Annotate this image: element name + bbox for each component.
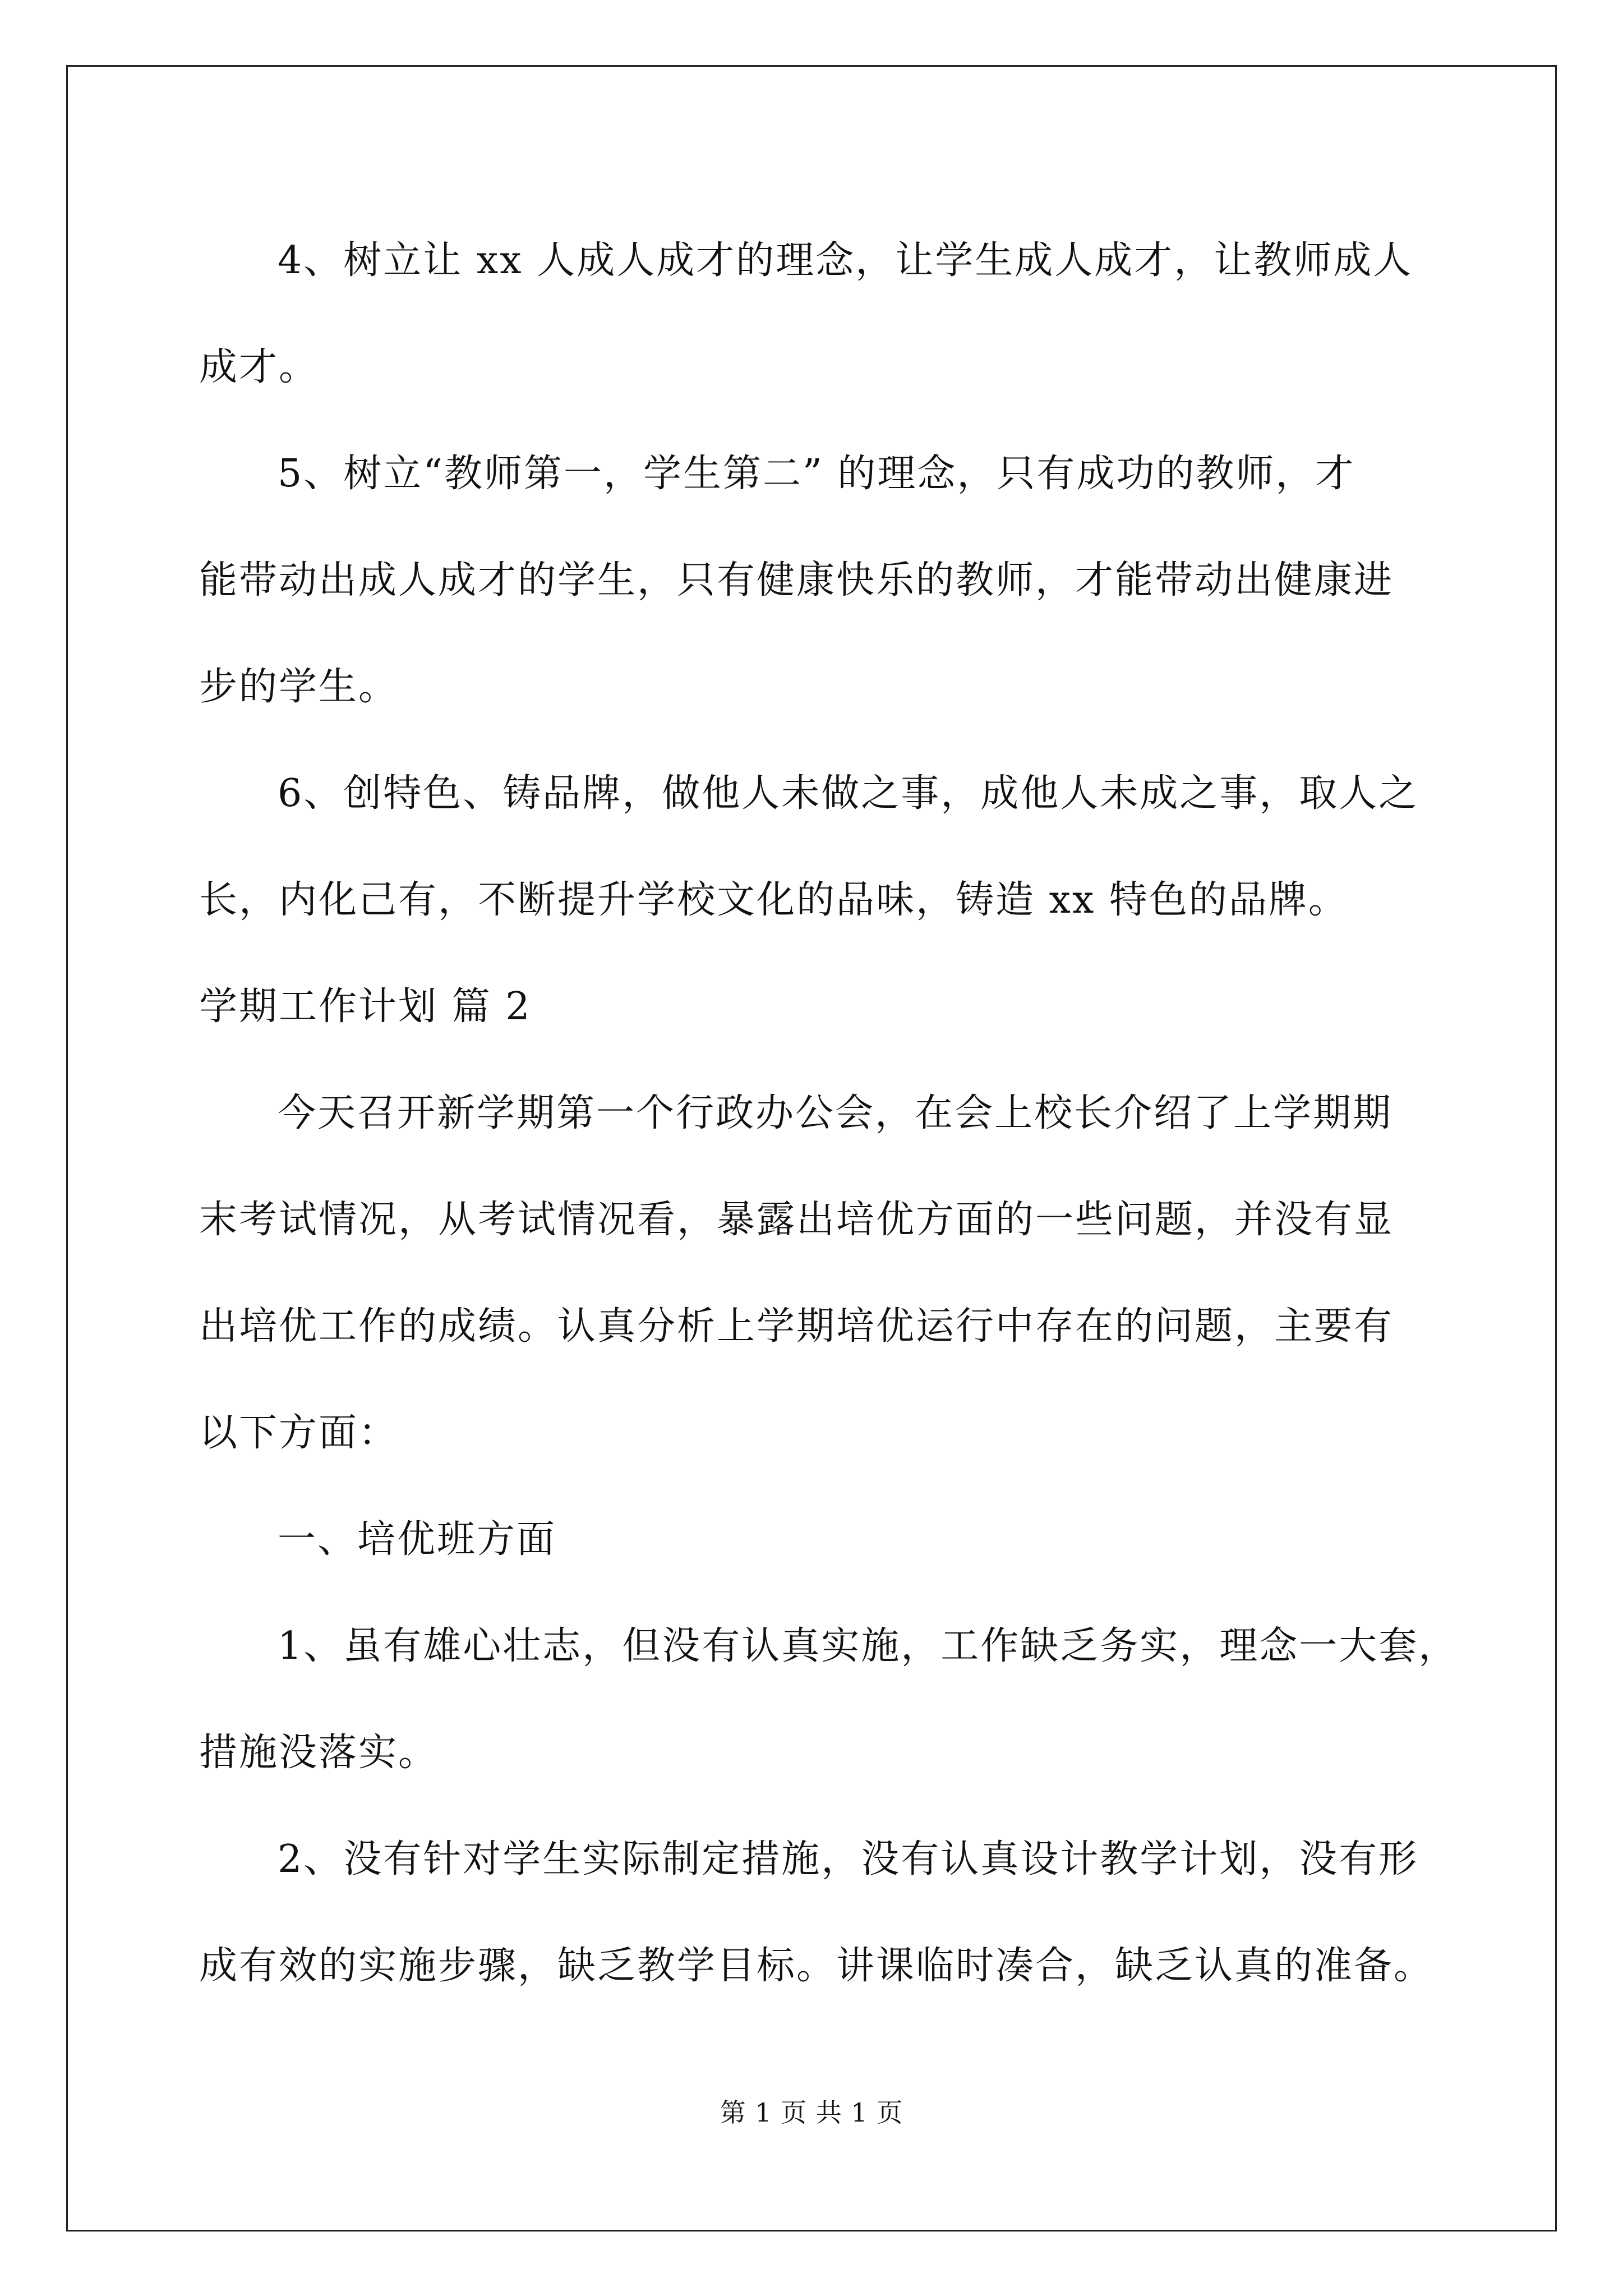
paragraph-line: 4、树立让 xx 人成人成才的理念，让学生成人成才，让教师成人 bbox=[278, 238, 1413, 283]
paragraph-line: 2、没有针对学生实际制定措施，没有认真设计教学计划，没有形 bbox=[278, 1837, 1419, 1881]
paragraph-line: 5、树立“教师第一，学生第二” 的理念，只有成功的教师，才 bbox=[278, 452, 1355, 496]
paragraph-line: 末考试情况，从考试情况看，暴露出培优方面的一些问题，并没有显 bbox=[199, 1198, 1394, 1242]
paragraph-line: 1、虽有雄心壮志，但没有认真实施，工作缺乏务实，理念一大套， bbox=[278, 1624, 1459, 1668]
paragraph-line: 今天召开新学期第一个行政办公会，在会上校长介绍了上学期期 bbox=[278, 1091, 1393, 1135]
paragraph-line: 长，内化己有，不断提升学校文化的品味，铸造 xx 特色的品牌。 bbox=[199, 878, 1348, 922]
paragraph-line: 成才。 bbox=[199, 345, 319, 389]
paragraph-line: 6、创特色、铸品牌，做他人未做之事，成他人未成之事，取人之 bbox=[278, 771, 1419, 816]
subsection-heading: 一、培优班方面 bbox=[278, 1517, 557, 1562]
paragraph-line: 以下方面： bbox=[199, 1411, 399, 1455]
paragraph-line: 能带动出成人成才的学生，只有健康快乐的教师，才能带动出健康进 bbox=[199, 558, 1394, 602]
paragraph-line: 成有效的实施步骤，缺乏教学目标。讲课临时凑合，缺乏认真的准备。 bbox=[199, 1944, 1434, 1988]
page-footer: 第 1 页 共 1 页 bbox=[720, 2097, 903, 2128]
paragraph-line: 出培优工作的成绩。认真分析上学期培优运行中存在的问题，主要有 bbox=[199, 1304, 1394, 1349]
section-heading: 学期工作计划 篇 2 bbox=[199, 984, 532, 1029]
document-body bbox=[199, 208, 1459, 2019]
paragraph-line: 措施没落实。 bbox=[199, 1731, 439, 1775]
paragraph-line: 步的学生。 bbox=[199, 665, 399, 709]
